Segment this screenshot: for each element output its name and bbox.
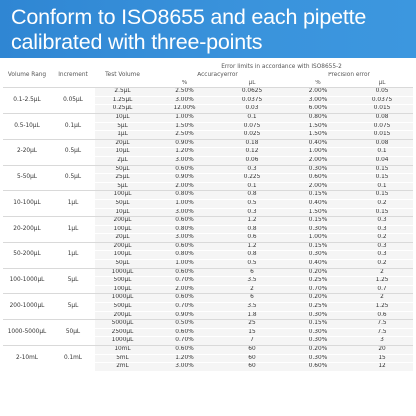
precision-percent-cell: 1.50% bbox=[285, 208, 351, 217]
accuracy-microliter-cell: 0.225 bbox=[219, 174, 285, 183]
accuracy-microliter-cell: 0.3 bbox=[219, 208, 285, 217]
accuracy-microliter-cell: 0.18 bbox=[219, 139, 285, 148]
test-volume-cell: 500μL bbox=[95, 303, 150, 312]
precision-percent-cell: 0.30% bbox=[285, 251, 351, 260]
header-test-volume: Test Volume bbox=[105, 71, 140, 78]
accuracy-microliter-cell: 0.03 bbox=[219, 105, 285, 114]
accuracy-percent-cell: 1.50% bbox=[150, 122, 219, 131]
precision-percent-cell: 1.50% bbox=[285, 131, 351, 140]
accuracy-microliter-cell: 0.5 bbox=[219, 199, 285, 208]
test-volume-cell: 2mL bbox=[95, 363, 150, 371]
test-volume-cell: 2500μL bbox=[95, 328, 150, 337]
test-volume-cell: 1000μL bbox=[95, 337, 150, 346]
accuracy-microliter-cell: 0.0625 bbox=[219, 88, 285, 97]
precision-microliter-cell: 20 bbox=[351, 346, 413, 355]
precision-percent-cell: 0.20% bbox=[285, 294, 351, 303]
volume-range-cell: 20-200μL bbox=[3, 217, 51, 243]
accuracy-microliter-cell: 0.1 bbox=[219, 113, 285, 122]
test-volume-cell: 2μL bbox=[95, 156, 150, 165]
table-row bbox=[3, 268, 413, 277]
volume-range-cell: 2-10mL bbox=[3, 346, 51, 371]
precision-microliter-cell: 0.3 bbox=[351, 217, 413, 226]
precision-percent-cell: 0.30% bbox=[285, 165, 351, 174]
increment-cell: 0.1μL bbox=[51, 113, 95, 139]
accuracy-microliter-cell: 0.06 bbox=[219, 156, 285, 165]
accuracy-percent-cell: 0.80% bbox=[150, 251, 219, 260]
error-limits-table bbox=[3, 62, 413, 371]
accuracy-percent-cell: 0.60% bbox=[150, 217, 219, 226]
accuracy-percent-cell: 0.80% bbox=[150, 225, 219, 234]
precision-microliter-cell: 0.15 bbox=[351, 165, 413, 174]
precision-microliter-cell: 0.1 bbox=[351, 182, 413, 191]
accuracy-percent-cell: 3.00% bbox=[150, 234, 219, 243]
accuracy-percent-cell: 0.70% bbox=[150, 303, 219, 312]
precision-microliter-cell: 0.2 bbox=[351, 234, 413, 243]
precision-percent-cell: 0.25% bbox=[285, 277, 351, 286]
precision-microliter-cell: 0.075 bbox=[351, 122, 413, 131]
volume-range-cell: 200-1000μL bbox=[3, 294, 51, 320]
precision-percent-cell: 0.30% bbox=[285, 354, 351, 363]
accuracy-percent-cell: 12.00% bbox=[150, 105, 219, 114]
accuracy-percent-cell: 0.60% bbox=[150, 294, 219, 303]
test-volume-cell: 100μL bbox=[95, 251, 150, 260]
precision-microliter-cell: 3 bbox=[351, 337, 413, 346]
precision-percent-cell: 1.00% bbox=[285, 148, 351, 157]
accuracy-microliter-cell: 60 bbox=[219, 346, 285, 355]
precision-percent-cell: 2.00% bbox=[285, 182, 351, 191]
accuracy-microliter-cell: 0.12 bbox=[219, 148, 285, 157]
precision-microliter-cell: 0.3 bbox=[351, 251, 413, 260]
accuracy-percent-cell: 3.00% bbox=[150, 156, 219, 165]
table-row bbox=[3, 320, 413, 329]
table-row bbox=[3, 165, 413, 174]
accuracy-microliter-cell: 6 bbox=[219, 268, 285, 277]
accuracy-microliter-cell: 0.0375 bbox=[219, 96, 285, 105]
accuracy-percent-cell: 1.00% bbox=[150, 260, 219, 269]
accuracy-percent-cell: 2.50% bbox=[150, 131, 219, 140]
precision-percent-cell: 0.80% bbox=[285, 113, 351, 122]
accuracy-percent-cell: 1.20% bbox=[150, 354, 219, 363]
precision-microliter-cell: 0.2 bbox=[351, 260, 413, 269]
volume-range-cell: 0.1-2.5μL bbox=[3, 88, 51, 114]
test-volume-cell: 5μL bbox=[95, 122, 150, 131]
precision-microliter-cell: 0.08 bbox=[351, 139, 413, 148]
accuracy-percent-cell: 2.00% bbox=[150, 285, 219, 294]
header-precision-microliter: μL bbox=[378, 79, 386, 86]
test-volume-cell: 200μL bbox=[95, 311, 150, 320]
accuracy-percent-cell: 2.50% bbox=[150, 88, 219, 97]
test-volume-cell: 50μL bbox=[95, 165, 150, 174]
precision-percent-cell: 1.00% bbox=[285, 234, 351, 243]
accuracy-percent-cell: 0.60% bbox=[150, 165, 219, 174]
accuracy-microliter-cell: 0.075 bbox=[219, 122, 285, 131]
precision-microliter-cell: 15 bbox=[351, 354, 413, 363]
precision-percent-cell: 0.25% bbox=[285, 303, 351, 312]
accuracy-percent-cell: 0.60% bbox=[150, 268, 219, 277]
precision-microliter-cell: 0.05 bbox=[351, 88, 413, 97]
table-row bbox=[3, 294, 413, 303]
accuracy-microliter-cell: 1.8 bbox=[219, 311, 285, 320]
accuracy-percent-cell: 3.00% bbox=[150, 208, 219, 217]
header-volume-range: Volume Rang bbox=[7, 71, 47, 78]
precision-percent-cell: 0.40% bbox=[285, 260, 351, 269]
accuracy-percent-cell: 0.90% bbox=[150, 174, 219, 183]
test-volume-cell: 0.25μL bbox=[95, 105, 150, 114]
precision-percent-cell: 1.50% bbox=[285, 122, 351, 131]
accuracy-microliter-cell: 7 bbox=[219, 337, 285, 346]
precision-microliter-cell: 2 bbox=[351, 294, 413, 303]
precision-percent-cell: 0.20% bbox=[285, 268, 351, 277]
precision-microliter-cell: 0.04 bbox=[351, 156, 413, 165]
increment-cell: 5μL bbox=[51, 294, 95, 320]
precision-percent-cell: 0.15% bbox=[285, 191, 351, 200]
test-volume-cell: 50μL bbox=[95, 199, 150, 208]
precision-microliter-cell: 0.15 bbox=[351, 208, 413, 217]
accuracy-microliter-cell: 0.8 bbox=[219, 251, 285, 260]
precision-microliter-cell: 0.7 bbox=[351, 285, 413, 294]
test-volume-cell: 2.5μL bbox=[95, 88, 150, 97]
accuracy-microliter-cell: 1.2 bbox=[219, 242, 285, 251]
test-volume-cell: 100μL bbox=[95, 225, 150, 234]
banner-title-line-1: Conform to ISO8655 and each pipette bbox=[11, 5, 367, 29]
test-volume-cell: 25μL bbox=[95, 174, 150, 183]
accuracy-percent-cell: 0.60% bbox=[150, 346, 219, 355]
accuracy-microliter-cell: 6 bbox=[219, 294, 285, 303]
volume-range-cell: 0.5-10μL bbox=[3, 113, 51, 139]
table-row bbox=[3, 113, 413, 122]
precision-percent-cell: 2.00% bbox=[285, 156, 351, 165]
precision-microliter-cell: 0.6 bbox=[351, 311, 413, 320]
title-banner bbox=[0, 0, 416, 58]
test-volume-cell: 10μL bbox=[95, 113, 150, 122]
precision-percent-cell: 0.60% bbox=[285, 174, 351, 183]
accuracy-microliter-cell: 2 bbox=[219, 285, 285, 294]
test-volume-cell: 20μL bbox=[95, 139, 150, 148]
increment-cell: 50μL bbox=[51, 320, 95, 346]
test-volume-cell: 1000μL bbox=[95, 268, 150, 277]
banner-title-line-2: calibrated with three-points bbox=[11, 30, 263, 54]
test-volume-cell: 5mL bbox=[95, 354, 150, 363]
precision-microliter-cell: 0.015 bbox=[351, 105, 413, 114]
precision-microliter-cell: 1.25 bbox=[351, 303, 413, 312]
accuracy-microliter-cell: 0.8 bbox=[219, 225, 285, 234]
precision-percent-cell: 0.30% bbox=[285, 225, 351, 234]
increment-cell: 1μL bbox=[51, 191, 95, 217]
precision-percent-cell: 0.40% bbox=[285, 199, 351, 208]
precision-microliter-cell: 0.0375 bbox=[351, 96, 413, 105]
table-row bbox=[3, 191, 413, 200]
precision-percent-cell: 0.15% bbox=[285, 242, 351, 251]
accuracy-percent-cell: 0.60% bbox=[150, 328, 219, 337]
test-volume-cell: 1000μL bbox=[95, 294, 150, 303]
precision-microliter-cell: 2 bbox=[351, 268, 413, 277]
volume-range-cell: 2-20μL bbox=[3, 139, 51, 165]
accuracy-microliter-cell: 15 bbox=[219, 328, 285, 337]
table-row bbox=[3, 139, 413, 148]
test-volume-cell: 200μL bbox=[95, 217, 150, 226]
increment-cell: 0.5μL bbox=[51, 139, 95, 165]
header-accuracy-percent: % bbox=[181, 79, 188, 86]
volume-range-cell: 1000-5000μL bbox=[3, 320, 51, 346]
header-precision-error: Precision error bbox=[328, 72, 370, 78]
header-accuracy-microliter: μL bbox=[248, 79, 256, 86]
accuracy-microliter-cell: 0.6 bbox=[219, 234, 285, 243]
test-volume-cell: 5μL bbox=[95, 182, 150, 191]
accuracy-microliter-cell: 3.5 bbox=[219, 277, 285, 286]
precision-percent-cell: 0.30% bbox=[285, 337, 351, 346]
table-row bbox=[3, 88, 413, 97]
test-volume-cell: 10mL bbox=[95, 346, 150, 355]
increment-cell: 0.5μL bbox=[51, 165, 95, 191]
accuracy-percent-cell: 1.00% bbox=[150, 113, 219, 122]
volume-range-cell: 50-200μL bbox=[3, 242, 51, 268]
precision-percent-cell: 0.15% bbox=[285, 217, 351, 226]
precision-microliter-cell: 0.15 bbox=[351, 174, 413, 183]
table-row bbox=[3, 346, 413, 355]
header-error-limits: Error limits in accordance with ISO8655-2 bbox=[221, 64, 342, 70]
test-volume-cell: 200μL bbox=[95, 242, 150, 251]
accuracy-microliter-cell: 0.3 bbox=[219, 165, 285, 174]
accuracy-percent-cell: 0.90% bbox=[150, 139, 219, 148]
accuracy-percent-cell: 3.00% bbox=[150, 96, 219, 105]
test-volume-cell: 1μL bbox=[95, 131, 150, 140]
precision-microliter-cell: 1.25 bbox=[351, 277, 413, 286]
precision-microliter-cell: 7.5 bbox=[351, 320, 413, 329]
precision-percent-cell: 0.30% bbox=[285, 328, 351, 337]
precision-percent-cell: 2.00% bbox=[285, 88, 351, 97]
accuracy-percent-cell: 0.70% bbox=[150, 277, 219, 286]
accuracy-percent-cell: 3.00% bbox=[150, 363, 219, 371]
accuracy-percent-cell: 2.00% bbox=[150, 182, 219, 191]
accuracy-percent-cell: 0.60% bbox=[150, 242, 219, 251]
precision-percent-cell: 0.15% bbox=[285, 320, 351, 329]
accuracy-microliter-cell: 0.5 bbox=[219, 260, 285, 269]
test-volume-cell: 10μL bbox=[95, 208, 150, 217]
precision-microliter-cell: 0.1 bbox=[351, 148, 413, 157]
accuracy-percent-cell: 0.80% bbox=[150, 191, 219, 200]
accuracy-percent-cell: 1.20% bbox=[150, 148, 219, 157]
test-volume-cell: 20μL bbox=[95, 234, 150, 243]
volume-range-cell: 100-1000μL bbox=[3, 268, 51, 294]
accuracy-percent-cell: 0.90% bbox=[150, 311, 219, 320]
precision-microliter-cell: 0.3 bbox=[351, 242, 413, 251]
precision-percent-cell: 0.30% bbox=[285, 311, 351, 320]
accuracy-microliter-cell: 60 bbox=[219, 363, 285, 371]
precision-percent-cell: 3.00% bbox=[285, 96, 351, 105]
accuracy-microliter-cell: 0.025 bbox=[219, 131, 285, 140]
test-volume-cell: 100μL bbox=[95, 285, 150, 294]
test-volume-cell: 5000μL bbox=[95, 320, 150, 329]
precision-microliter-cell: 7.5 bbox=[351, 328, 413, 337]
precision-percent-cell: 6.00% bbox=[285, 105, 351, 114]
test-volume-cell: 1.25μL bbox=[95, 96, 150, 105]
accuracy-microliter-cell: 1.2 bbox=[219, 217, 285, 226]
precision-percent-cell: 0.70% bbox=[285, 285, 351, 294]
test-volume-cell: 10μL bbox=[95, 148, 150, 157]
increment-cell: 1μL bbox=[51, 242, 95, 268]
header-precision-percent: % bbox=[315, 79, 321, 86]
table-row bbox=[3, 242, 413, 251]
volume-range-cell: 10-100μL bbox=[3, 191, 51, 217]
precision-microliter-cell: 12 bbox=[351, 363, 413, 371]
volume-range-cell: 5-50μL bbox=[3, 165, 51, 191]
precision-percent-cell: 0.60% bbox=[285, 363, 351, 371]
accuracy-microliter-cell: 0.1 bbox=[219, 182, 285, 191]
increment-cell: 0.1mL bbox=[51, 346, 95, 371]
precision-microliter-cell: 0.15 bbox=[351, 191, 413, 200]
precision-microliter-cell: 0.08 bbox=[351, 113, 413, 122]
accuracy-percent-cell: 0.50% bbox=[150, 320, 219, 329]
precision-microliter-cell: 0.3 bbox=[351, 225, 413, 234]
accuracy-microliter-cell: 25 bbox=[219, 320, 285, 329]
increment-cell: 5μL bbox=[51, 268, 95, 294]
test-volume-cell: 50μL bbox=[95, 260, 150, 269]
precision-percent-cell: 0.40% bbox=[285, 139, 351, 148]
increment-cell: 0.05μL bbox=[51, 88, 95, 114]
accuracy-microliter-cell: 3.5 bbox=[219, 303, 285, 312]
test-volume-cell: 100μL bbox=[95, 191, 150, 200]
header-accuracy-error: Accuracyerror bbox=[197, 72, 238, 78]
precision-percent-cell: 0.20% bbox=[285, 346, 351, 355]
accuracy-microliter-cell: 60 bbox=[219, 354, 285, 363]
test-volume-cell: 500μL bbox=[95, 277, 150, 286]
accuracy-microliter-cell: 0.8 bbox=[219, 191, 285, 200]
accuracy-percent-cell: 1.00% bbox=[150, 199, 219, 208]
header-increment: Increment bbox=[58, 71, 88, 78]
increment-cell: 1μL bbox=[51, 217, 95, 243]
table-body bbox=[3, 88, 413, 371]
precision-microliter-cell: 0.2 bbox=[351, 199, 413, 208]
precision-microliter-cell: 0.015 bbox=[351, 131, 413, 140]
accuracy-percent-cell: 0.70% bbox=[150, 337, 219, 346]
table-row bbox=[3, 217, 413, 226]
